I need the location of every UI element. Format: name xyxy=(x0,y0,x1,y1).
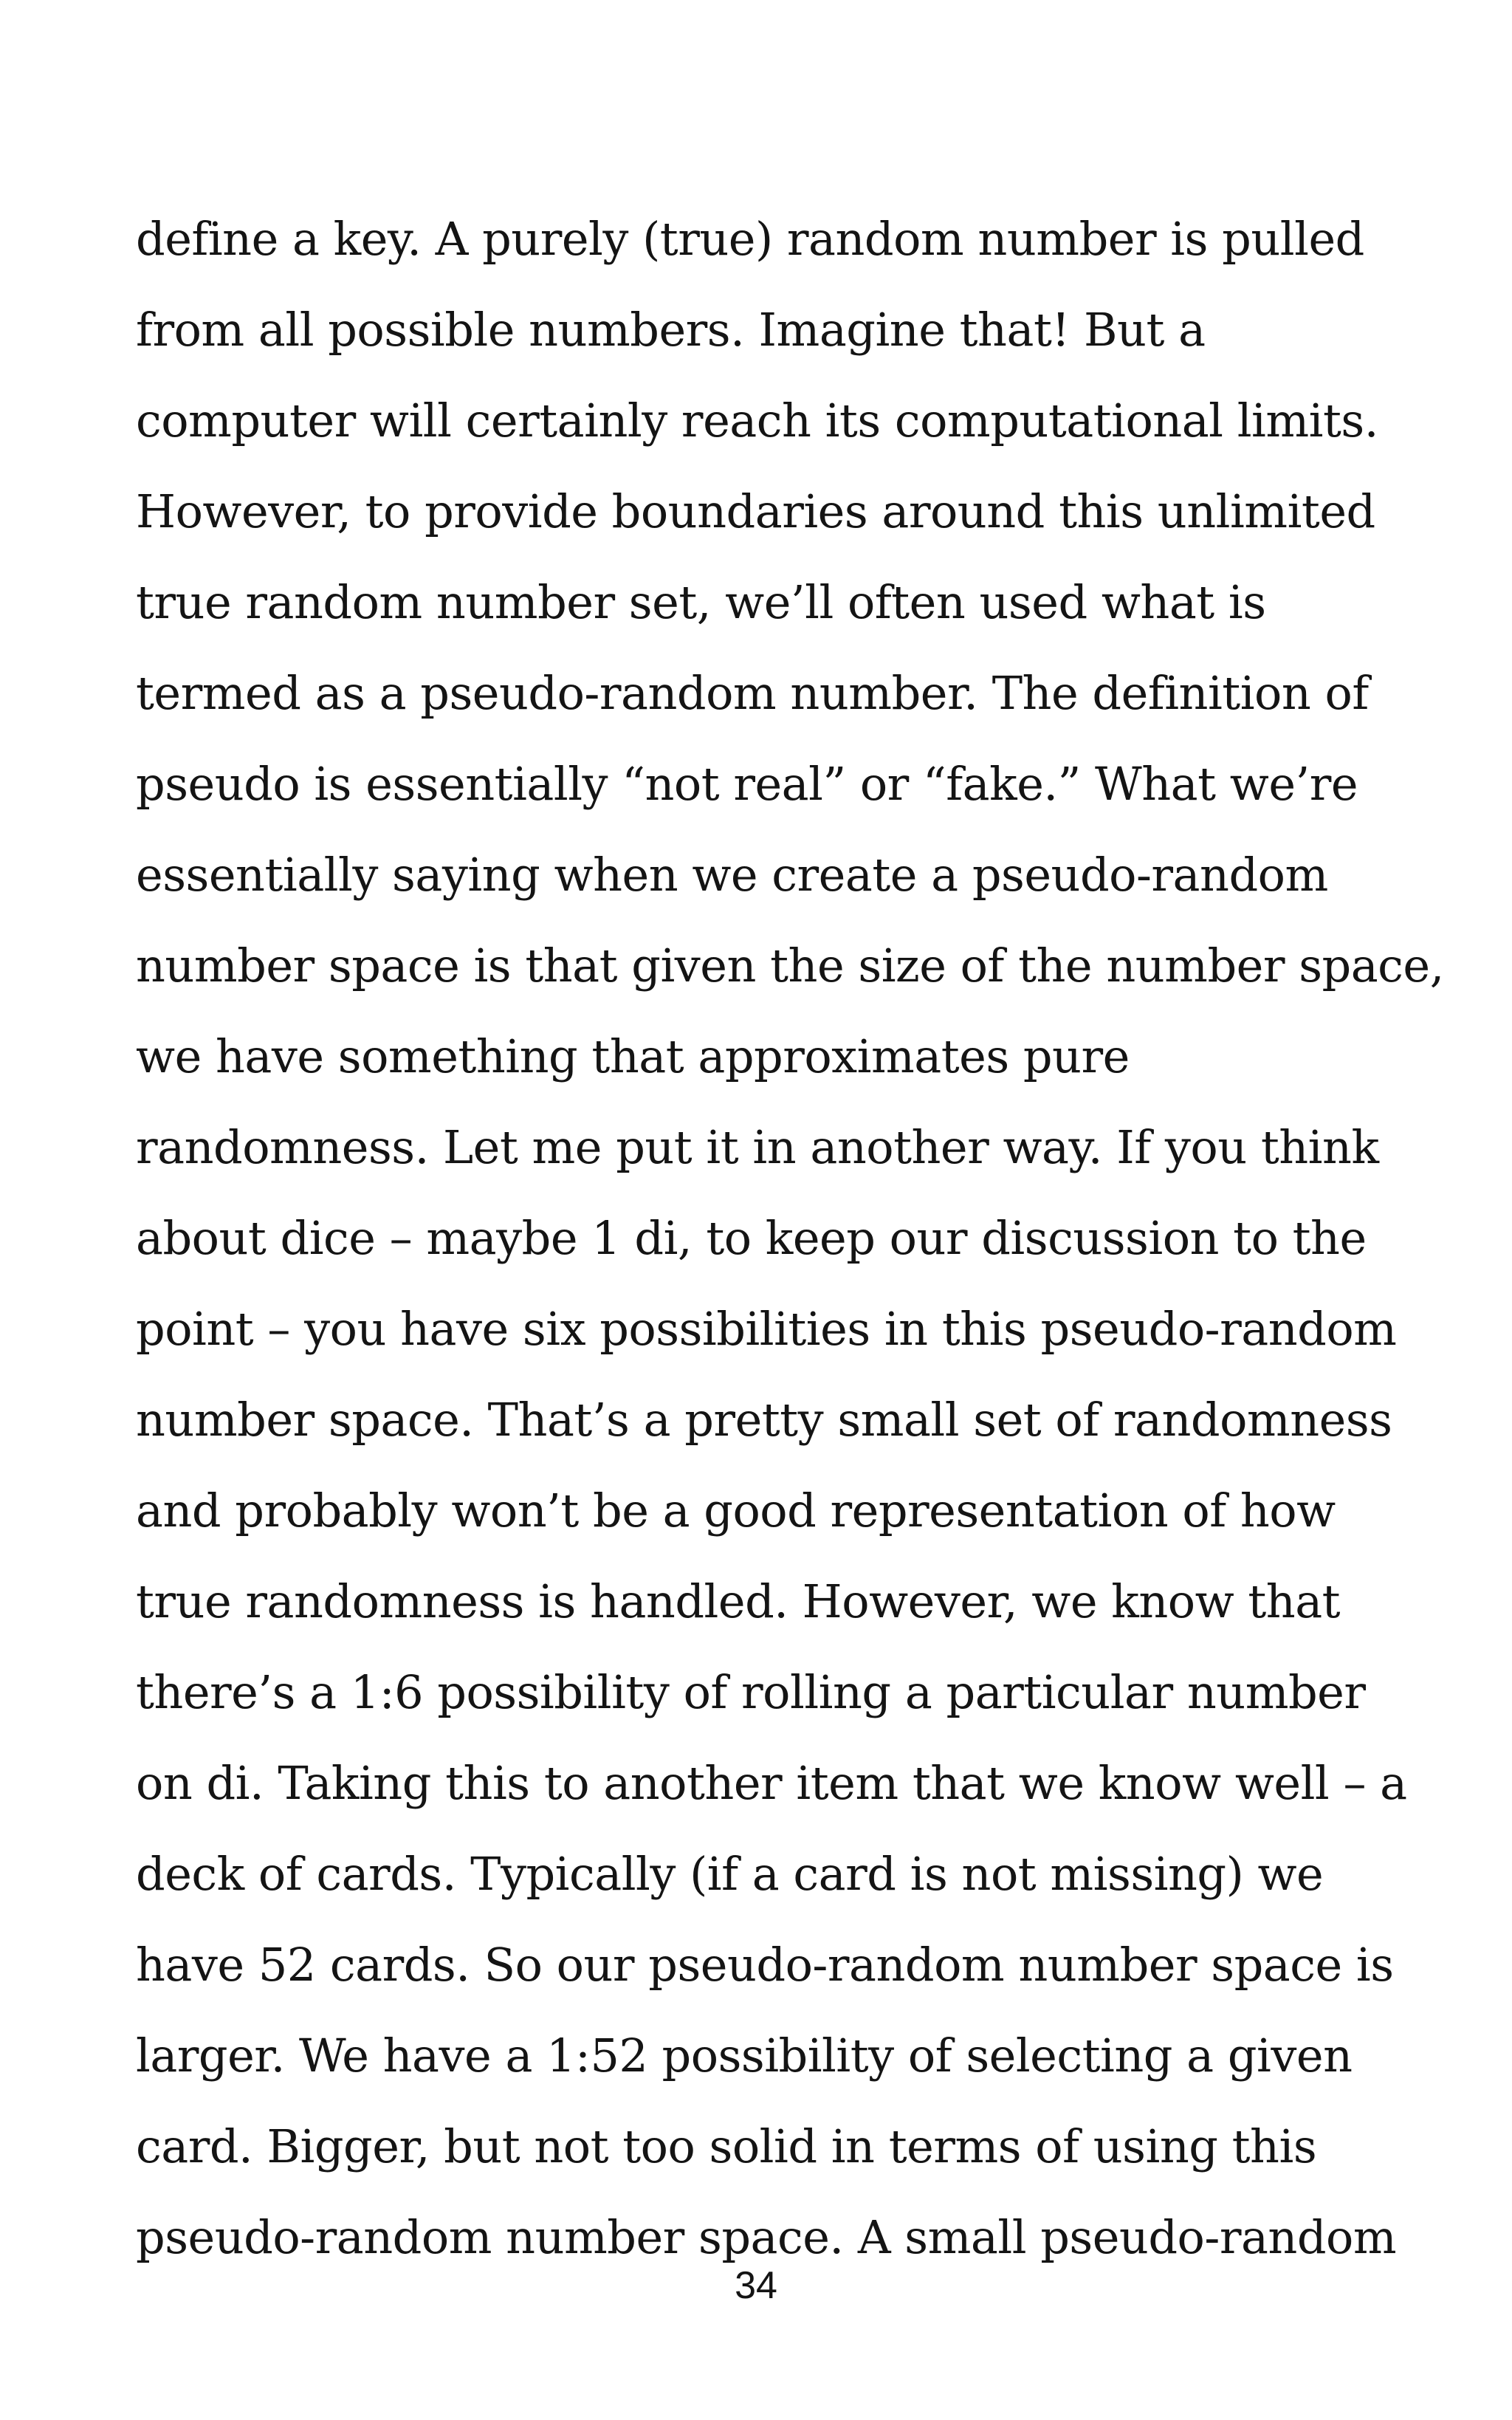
text-line: about dice – maybe 1 di, to keep our discussion to the xyxy=(136,1211,1367,1265)
text-line: deck of cards. Typically (if a card is not missing) we xyxy=(136,1847,1324,1901)
text-line: number space. That’s a pretty small set of randomness xyxy=(136,1393,1392,1447)
text-line: number space is that given the size of the number space, xyxy=(136,939,1444,993)
text-line: termed as a pseudo-random number. The definition of xyxy=(136,666,1369,720)
text-line: true randomness is handled. However, we know that xyxy=(136,1574,1341,1628)
text-line: card. Bigger, but not too solid in terms of using this xyxy=(136,2119,1317,2173)
text-line: point – you have six possibilities in this pseudo-random xyxy=(136,1302,1397,1356)
text-line: larger. We have a 1:52 possibility of selecting a given xyxy=(136,2029,1353,2083)
text-line: true random number set, we’ll often used what is xyxy=(136,575,1266,629)
text-line: computer will certainly reach its computational limits. xyxy=(136,394,1378,448)
text-line: there’s a 1:6 possibility of rolling a particular number xyxy=(136,1665,1366,1719)
text-line: and probably won’t be a good representation of how xyxy=(136,1484,1336,1538)
page-number: 34 xyxy=(735,2264,777,2307)
body-paragraph xyxy=(136,193,1444,2283)
text-line: from all possible numbers. Imagine that! But a xyxy=(136,303,1206,357)
text-line: define a key. A purely (true) random number is pulled xyxy=(136,212,1364,266)
text-line: randomness. Let me put it in another way. If you think xyxy=(136,1120,1379,1174)
text-line: we have something that approximates pure xyxy=(136,1029,1130,1083)
text-line: essentially saying when we create a pseudo-random xyxy=(136,848,1328,902)
text-line: pseudo-random number space. A small pseudo-random xyxy=(136,2210,1397,2264)
text-line: pseudo is essentially “not real” or “fake.” What we’re xyxy=(136,757,1358,811)
text-line: on di. Taking this to another item that we know well – a xyxy=(136,1756,1407,1810)
text-line: However, to provide boundaries around this unlimited xyxy=(136,484,1375,538)
text-line: have 52 cards. So our pseudo-random number space is xyxy=(136,1938,1394,1992)
